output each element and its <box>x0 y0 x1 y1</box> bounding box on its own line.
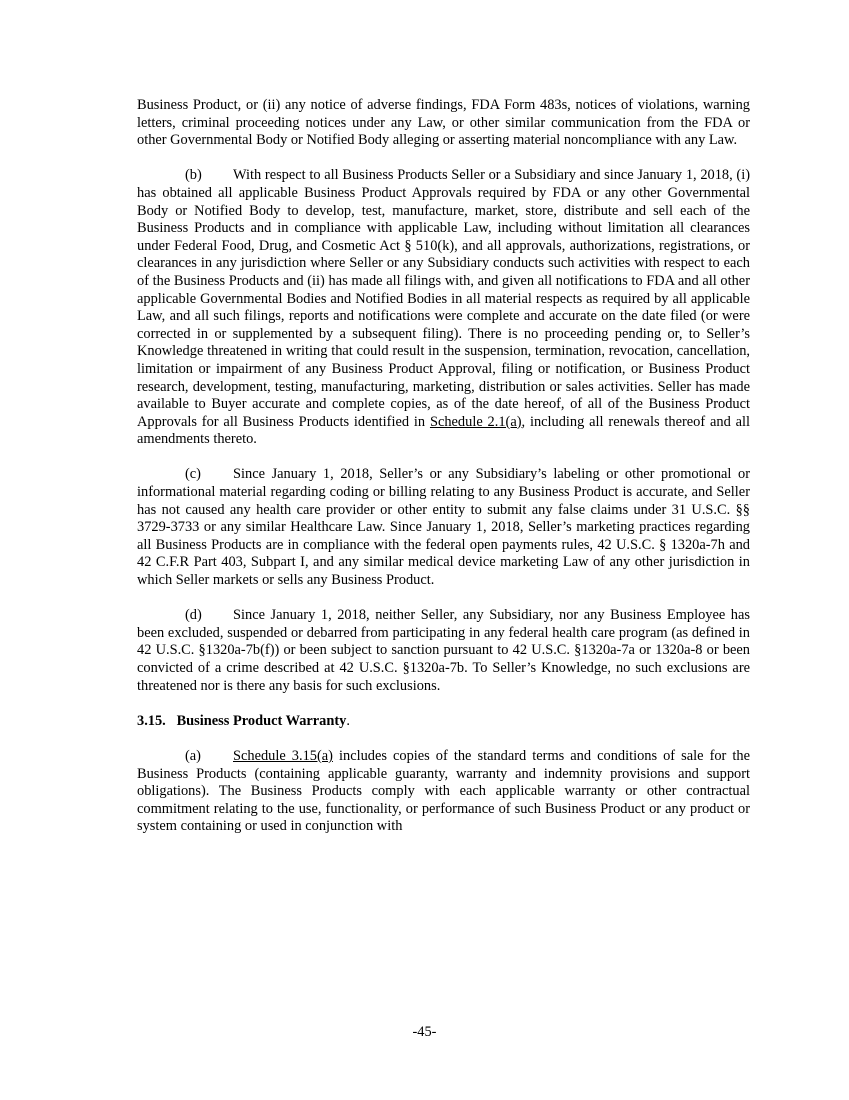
paragraph-b-tail: , including all renewals thereof and all amendments thereto. <box>137 413 750 448</box>
paragraph-3-15-a-text: includes copies of the standard terms and conditions of sale for the Business Products (containing applicable guaranty, warranty and indemnity provisions and support obligations). The Business Products comply with each applicable warranty or other contractual commitment relating to the use, functionality, or performance of such Business Product or any product or system containing or used in conjunction with <box>137 747 750 835</box>
section-title-period: . <box>346 712 350 729</box>
paragraph-3-15-a <box>137 748 750 836</box>
paragraph-b-label: (b) <box>185 167 202 184</box>
paragraph-c-label: (c) <box>185 466 201 483</box>
paragraph-b-text: With respect to all Business Products Seller or a Subsidiary and since January 1, 2018, (i) has obtained all applicable Business Product Approvals required by FDA or any other Governmental Body or Notified Body to develop, test, manufacture, market, store, distribute and sell each of the Business Products and in compliance with applicable Law, including without limitation all clearances under Federal Food, Drug, and Cosmetic Act § 510(k), and all approvals, authorizations, registrations, or clearances in any jurisdiction where Seller or any Subsidiary conducts such activities with respect to each of the Business Products and (ii) has made all filings with, and given all notifications to FDA and all other applicable Governmental Bodies and Notified Bodies in all material respects as required by all applicable Law, and all such filings, reports and notifications were complete and accurate on the date filed (or were corrected in or supplemented by a subsequent filing). There is no proceeding pending or, to Seller’s Knowledge threatened in writing that could result in the suspension, termination, revocation, cancellation, limitation or impairment of any Business Product Approval, filing or notification, or Business Product research, development, testing, manufacturing, marketing, distribution or sales activities. Seller has made available to Buyer accurate and complete copies, as of the date hereof, of all of the Business Product Approvals for all Business Products identified in <box>137 167 750 430</box>
schedule-2-1a-reference: Schedule 2.1(a) <box>429 413 522 430</box>
continuation-paragraph: Business Product, or (ii) any notice of adverse findings, FDA Form 483s, notices of violations, warning letters, criminal proceeding notices under any Law, or other similar communication from the FDA or other Governmental Body or Notified Body alleging or asserting material noncompliance with any Law. <box>137 97 750 149</box>
section-title: Business Product Warranty <box>176 712 347 729</box>
section-number: 3.15. <box>137 712 166 729</box>
schedule-3-15a-reference: Schedule 3.15(a) <box>233 747 333 764</box>
paragraph-b <box>137 167 750 449</box>
paragraph-c <box>137 466 750 589</box>
paragraph-d <box>137 607 750 695</box>
paragraph-d-label: (d) <box>185 607 202 624</box>
paragraph-3-15-a-label: (a) <box>185 747 201 764</box>
page-number: -45- <box>412 1024 437 1040</box>
paragraph-c-text: Since January 1, 2018, Seller’s or any Subsidiary’s labeling or other promotional or informational material regarding coding or billing relating to any Business Product is accurate, and Seller has not caused any health care provider or other entity to submit any false claims under 31 U.S.C. §§ 3729-3733 or any similar Healthcare Law. Since January 1, 2018, Seller’s marketing practices regarding all Business Products are in compliance with the federal open payments rules, 42 U.S.C. § 1320a-7h and 42 C.F.R Part 403, Subpart I, and any similar medical device marketing Law of any other jurisdiction in which Seller markets or sells any Business Product. <box>137 466 750 589</box>
section-heading <box>137 713 750 731</box>
paragraph-d-text: Since January 1, 2018, neither Seller, any Subsidiary, nor any Business Employee has been excluded, suspended or debarred from participating in any federal health care program (as defined in 42 U.S.C. §1320a-7b(f)) or been subject to sanction pursuant to 42 U.S.C. §1320a-7a or 1320a-8 or been convicted of a crime described at 42 U.S.C. §1320a-7b. To Seller’s Knowledge, no such exclusions are threatened nor is there any basis for such exclusions. <box>137 607 750 694</box>
document-page <box>137 97 750 854</box>
